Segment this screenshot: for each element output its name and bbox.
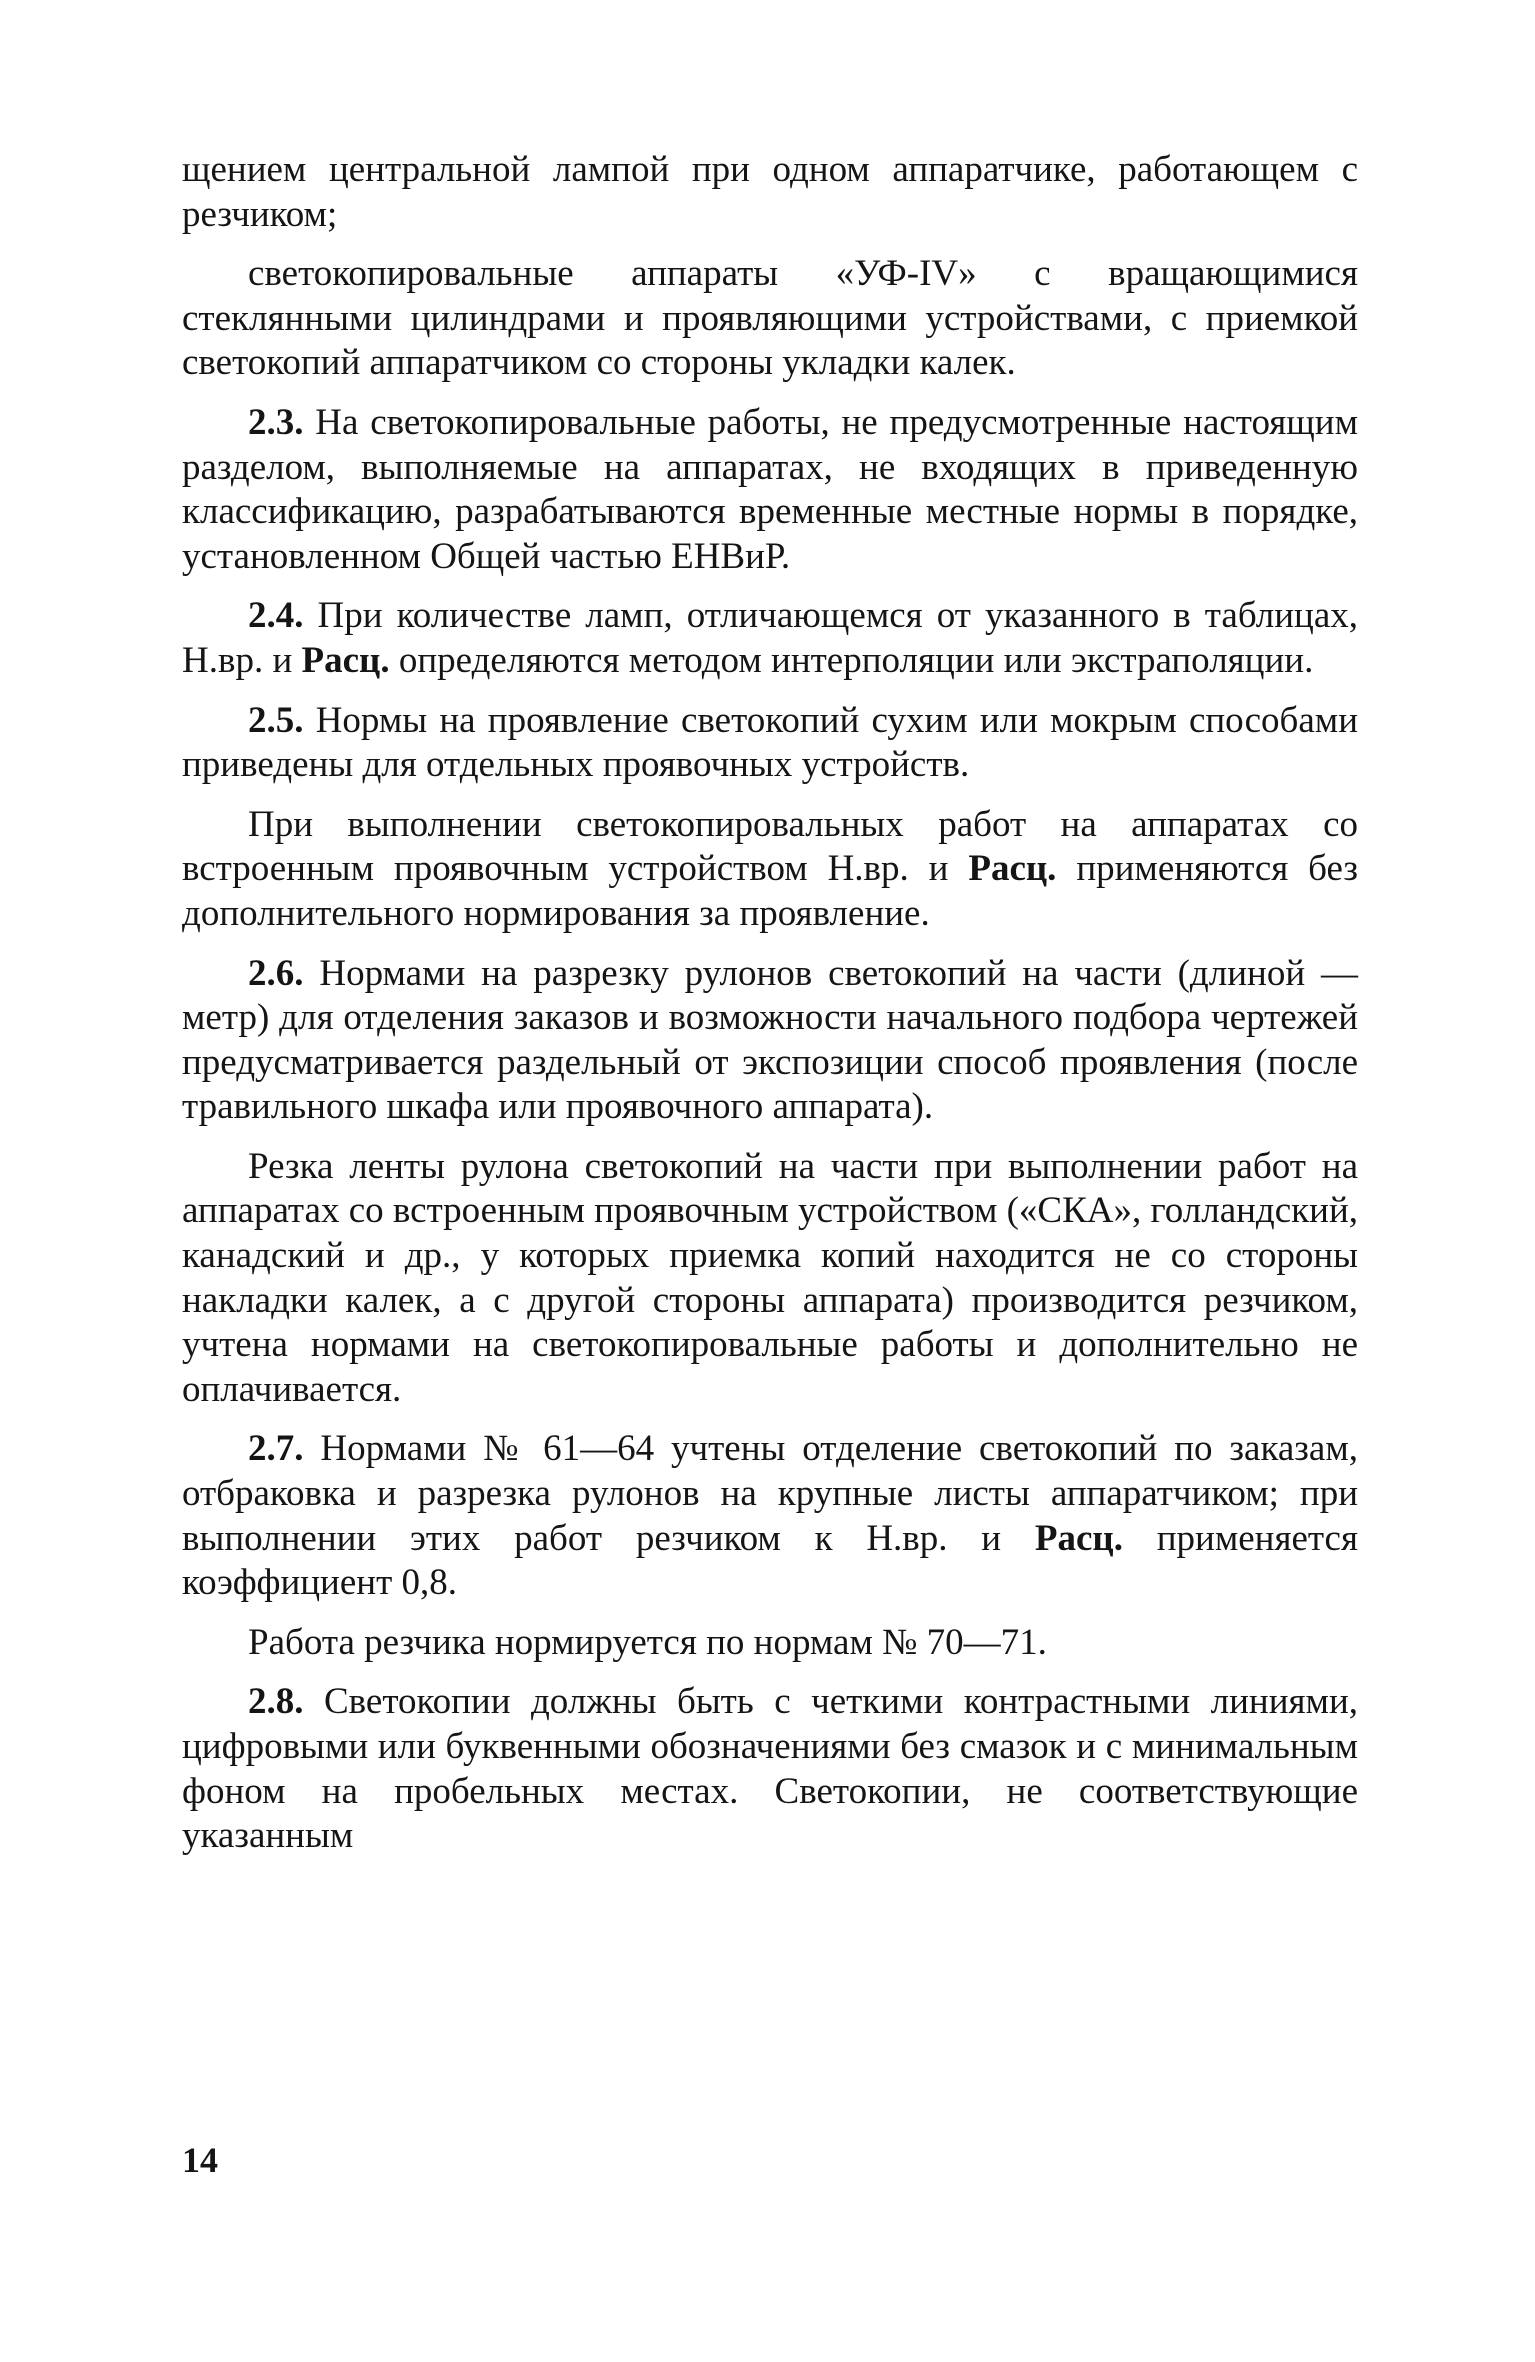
section-2-5 bbox=[182, 699, 1358, 788]
paragraph-2-6-continued bbox=[182, 1145, 1358, 1413]
section-number: 2.4. bbox=[248, 595, 304, 637]
paragraph-text: применяется коэффициент 0,8. bbox=[182, 1517, 1358, 1604]
paragraph-text: Работа резчика нормируется по нормам № 70—71. bbox=[248, 1621, 1047, 1663]
section-number: 2.7. bbox=[248, 1428, 304, 1470]
page-number: 14 bbox=[182, 2140, 218, 2180]
section-number: 2.3. bbox=[248, 401, 304, 443]
section-number: 2.5. bbox=[248, 699, 304, 741]
section-2-3 bbox=[182, 401, 1358, 579]
paragraph-1 bbox=[182, 148, 1358, 237]
paragraph-text: применяются без дополнительного нормирования за проявление. bbox=[182, 848, 1358, 934]
paragraph-text: Резка ленты рулона светокопий на части при выполнении работ на аппаратах со встроенным проявочным устройством («СКА», голландский, канадский и др., у которых приемка копий находится не со стороны накладки калек, а с другой стороны аппарата) производится резчиком, учтена нормами на светокопировальные работы и дополнительно не оплачивается. bbox=[182, 1145, 1358, 1410]
paragraph-text: определяются методом интерполяции или экстраполяции. bbox=[389, 639, 1314, 681]
section-2-4 bbox=[182, 594, 1358, 683]
paragraph-text: Нормы на проявление светокопий сухим или мокрым способами приведены для отдельных проявочных устройств. bbox=[182, 699, 1358, 786]
paragraph-text: При выполнении светокопировальных работ на аппаратах со встроенным проявочным устройством Н.вр. и bbox=[182, 803, 1358, 890]
bold-term: Расц. bbox=[968, 848, 1057, 890]
paragraph-text: Светокопии должны быть с четкими контрастными линиями, цифровыми или буквенными обозначениями без смазок и с минимальным фоном на пробельных местах. Светокопии, не соответствующие указанным bbox=[182, 1681, 1358, 1857]
paragraph-2-7-continued bbox=[182, 1621, 1358, 1666]
paragraph-text: При количестве ламп, отличающемся от указанного в таблицах, Н.вр. и bbox=[182, 595, 1358, 681]
bold-term: Расц. bbox=[301, 639, 390, 681]
paragraph-2 bbox=[182, 252, 1358, 386]
paragraph-text: светокопировальные аппараты «УФ-IV» с вращающимися стеклянными цилиндрами и проявляющими устройствами, с приемкой светокопий аппаратчиком со стороны укладки калек. bbox=[182, 253, 1358, 384]
body-text bbox=[182, 148, 1358, 1874]
section-2-8 bbox=[182, 1680, 1358, 1858]
section-number: 2.6. bbox=[248, 952, 304, 994]
section-2-7 bbox=[182, 1427, 1358, 1605]
paragraph-text: щением центральной лампой при одном аппаратчике, работающем с резчиком; bbox=[182, 149, 1358, 235]
bold-term: Расц. bbox=[1034, 1517, 1123, 1559]
section-2-6 bbox=[182, 952, 1358, 1130]
paragraph-text: Нормами № 61—64 учтены отделение светокопий по заказам, отбраковка и разрезка рулонов на крупные листы аппаратчиком; при выполнении этих работ резчиком к Н.вр. и bbox=[182, 1428, 1358, 1559]
paragraph-2-5-continued bbox=[182, 803, 1358, 937]
paragraph-text: На светокопировальные работы, не предусмотренные настоящим разделом, выполняемые на аппаратах, не входящих в приведенную классификацию, разрабатываются временные местные нормы в порядке, установленном Общей частью ЕНВиР. bbox=[182, 401, 1358, 577]
paragraph-text: Нормами на разрезку рулонов светокопий на части (длиной — метр) для отделения заказов и возможности начального подбора чертежей предусматривается раздельный от экспозиции способ проявления (после травильного шкафа или проявочного аппарата). bbox=[182, 952, 1358, 1128]
section-number: 2.8. bbox=[248, 1681, 304, 1723]
